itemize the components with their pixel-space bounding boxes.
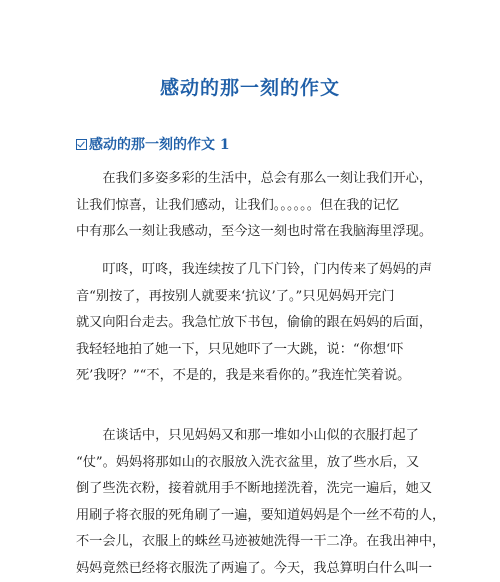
paragraph-3 bbox=[76, 423, 424, 582]
text-line: 让我们惊喜，让我们感动，让我们。。。。。。但在我的记忆 bbox=[76, 193, 424, 220]
text-line: 在我们多姿多彩的生活中，总会有那么一刻让我们开心， bbox=[76, 166, 424, 193]
text-line: 叮咚，叮咚，我连续按了几下门铃，门内传来了妈妈的声 bbox=[76, 257, 424, 284]
text-line: 妈妈竟然已经将衣服洗了两遍了。今天，我总算明白什么叫一 bbox=[76, 556, 424, 582]
paragraph-1 bbox=[76, 166, 424, 246]
text-line: 在谈话中，只见妈妈又和那一堆如小山似的衣服打起了 bbox=[76, 423, 424, 450]
text-line: 我轻轻地拍了她一下，只见她吓了一大跳，说：“你想‘吓 bbox=[76, 337, 424, 364]
section-heading bbox=[76, 134, 230, 154]
text-line: “仗”。妈妈将那如山的衣服放入洗衣盆里，放了些水后，又 bbox=[76, 450, 424, 477]
text-line: 倒了些洗衣粉，接着就用手不断地搓洗着，洗完一遍后，她又 bbox=[76, 476, 424, 503]
text-line: 死’我呀？”“不，不是的，我是来看你的。”我连忙笑着说。 bbox=[76, 363, 424, 390]
text-line: 音“别按了，再按别人就要来‘抗议’了。”只见妈妈开完门 bbox=[76, 284, 424, 311]
text-line: 不一会儿，衣服上的蛛丝马迹被她洗得一干二净。在我出神中， bbox=[76, 529, 424, 556]
text-line: 用刷子将衣服的死角刷了一遍，要知道妈妈是个一丝不苟的人， bbox=[76, 503, 424, 530]
document-title: 感动的那一刻的作文 bbox=[0, 73, 500, 100]
text-line: 就又向阳台走去。我急忙放下书包，偷偷的跟在妈妈的后面， bbox=[76, 310, 424, 337]
text-line: 中有那么一刻让我感动，至今这一刻也时常在我脑海里浮现。 bbox=[76, 219, 424, 246]
checkbox-icon bbox=[76, 139, 87, 150]
paragraph-2 bbox=[76, 257, 424, 390]
section-heading-text: 感动的那一刻的作文 1 bbox=[89, 134, 230, 154]
